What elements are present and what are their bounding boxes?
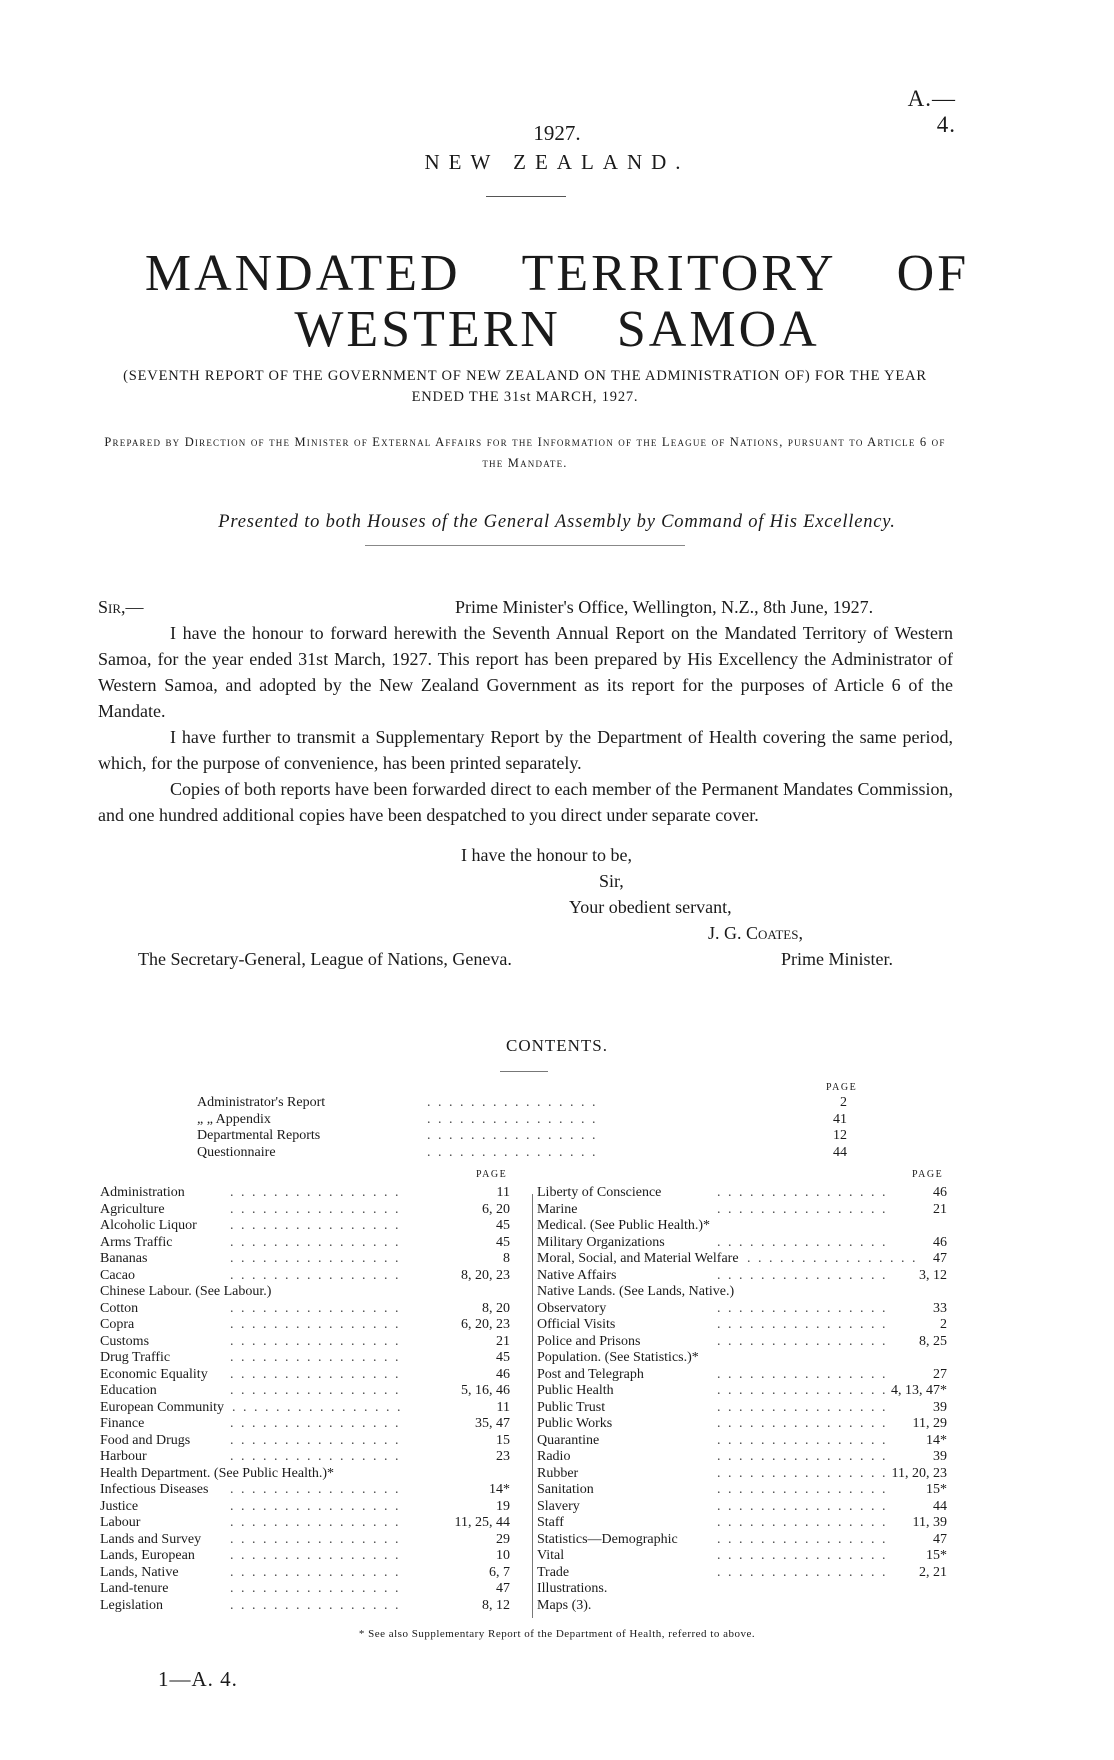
leader-dots: . . . . . . . . . . . . . . . . bbox=[717, 1366, 888, 1382]
contents-entry-page: 6, 20, 23 bbox=[461, 1317, 510, 1332]
page-column-header: PAGE bbox=[476, 1169, 508, 1180]
contents-entry bbox=[537, 1499, 947, 1516]
leader-dots: . . . . . . . . . . . . . . . . bbox=[230, 1482, 401, 1497]
contents-entry bbox=[100, 1598, 512, 1615]
leader-dots: . . . . . . . . . . . . . . . . bbox=[717, 1515, 888, 1530]
subtitle: (SEVENTH REPORT OF THE GOVERNMENT OF NEW ZEALAND ON THE ADMINISTRATION OF) FOR THE YEAR ENDED THE 31st MARCH, 1927. bbox=[123, 368, 927, 405]
contents-entry bbox=[537, 1301, 947, 1318]
contents-entry-page: 45 bbox=[496, 1234, 510, 1250]
leader-dots: . . . . . . . . . . . . . . . . bbox=[230, 1531, 401, 1547]
contents-entry-page: 2 bbox=[840, 1095, 847, 1110]
leader-dots: . . . . . . . . . . . . . . . . bbox=[230, 1432, 401, 1448]
contents-entry bbox=[537, 1466, 947, 1483]
contents-entry-label: Official Visits bbox=[537, 1317, 616, 1332]
contents-entry-page: 15 bbox=[496, 1432, 510, 1448]
leader-dots: . . . . . . . . . . . . . . . . bbox=[717, 1317, 888, 1332]
contents-entry-page: 14* bbox=[926, 1432, 947, 1448]
contents-entry-page: 8 bbox=[503, 1251, 510, 1266]
contents-entry-page: 10 bbox=[496, 1548, 510, 1563]
contents-entry bbox=[100, 1565, 512, 1582]
contents-entry-label: Public Trust bbox=[537, 1399, 606, 1415]
contents-entry bbox=[100, 1202, 512, 1219]
contents-entry-label: Education bbox=[100, 1383, 157, 1398]
contents-entry bbox=[537, 1284, 947, 1301]
leader-dots: . . . . . . . . . . . . . . . . bbox=[230, 1333, 401, 1349]
contents-entry-page: 6, 20 bbox=[482, 1201, 510, 1217]
contents-entry-label: „ „ Appendix bbox=[197, 1111, 271, 1127]
contents-entry-page: 47 bbox=[496, 1581, 510, 1596]
contents-entry-label: Land-tenure bbox=[100, 1581, 169, 1596]
contents-entry bbox=[100, 1400, 512, 1417]
leader-dots: . . . . . . . . . . . . . . . . bbox=[230, 1366, 401, 1382]
leader-dots: . . . . . . . . . . . . . . . . bbox=[230, 1564, 401, 1580]
contents-entry-page: 46 bbox=[496, 1366, 510, 1382]
contents-entry-label: Questionnaire bbox=[197, 1144, 276, 1160]
leader-dots: . . . . . . . . . . . . . . . . bbox=[427, 1144, 598, 1160]
leader-dots: . . . . . . . . . . . . . . . . bbox=[717, 1300, 888, 1316]
contents-entry bbox=[197, 1112, 857, 1129]
contents-entry bbox=[537, 1400, 947, 1417]
contents-entry-label: Police and Prisons bbox=[537, 1333, 641, 1349]
contents-entry-page: 47 bbox=[933, 1531, 947, 1547]
contents-entry-page: 11, 20, 23 bbox=[891, 1465, 947, 1481]
salutation: Sir,— bbox=[98, 597, 144, 617]
contents-entry-label: Trade bbox=[537, 1564, 570, 1580]
leader-dots: . . . . . . . . . . . . . . . . bbox=[230, 1383, 401, 1398]
contents-entry bbox=[100, 1334, 512, 1351]
contents-entry-page: 8, 12 bbox=[482, 1597, 510, 1613]
contents-entry bbox=[100, 1301, 512, 1318]
contents-entry bbox=[100, 1416, 512, 1433]
contents-entry bbox=[100, 1515, 512, 1532]
leader-dots: . . . . . . . . . . . . . . . . bbox=[717, 1185, 888, 1200]
contents-heading: CONTENTS. bbox=[505, 1036, 609, 1055]
contents-entry-page: 8, 20, 23 bbox=[461, 1267, 510, 1283]
letter-paragraph: I have the honour to forward herewith the Seventh Annual Report on the Mandated Territory of Western Samoa, for the year ended 31st March, 1927. This report has been prepared by His Excellency the Administrator of Western Samoa, and adopted by the New Zealand Government as its report for the purposes of Article 6 of the Mandate. bbox=[98, 623, 953, 721]
contents-entry-label: Public Works bbox=[537, 1416, 613, 1431]
contents-entry bbox=[537, 1581, 947, 1598]
contents-entry bbox=[537, 1185, 947, 1202]
leader-dots: . . . . . . . . . . . . . . . . bbox=[230, 1185, 401, 1200]
contents-entry-label: Illustrations. bbox=[537, 1581, 608, 1596]
contents-entry-page: 11, 39 bbox=[912, 1515, 947, 1530]
leader-dots: . . . . . . . . . . . . . . . . bbox=[717, 1416, 888, 1431]
contents-entry bbox=[537, 1334, 947, 1351]
contents-entry-label: Justice bbox=[100, 1498, 139, 1514]
contents-entry-page: 15* bbox=[926, 1548, 947, 1563]
leader-dots: . . . . . . . . . . . . . . . . bbox=[230, 1251, 401, 1266]
leader-dots: . . . . . . . . . . . . . . . . bbox=[230, 1597, 401, 1613]
contents-entry-page: 33 bbox=[933, 1300, 947, 1316]
contents-entry-page: 45 bbox=[496, 1350, 510, 1365]
title-line-1: MANDATED TERRITORY OF bbox=[144, 245, 970, 302]
closing-line: I have the honour to be, bbox=[461, 845, 632, 865]
contents-entry-label: Labour bbox=[100, 1515, 141, 1530]
contents-entry-page: 6, 7 bbox=[489, 1564, 510, 1580]
leader-dots: . . . . . . . . . . . . . . . . bbox=[717, 1201, 888, 1217]
contents-entry-label: Native Lands. (See Lands, Native.) bbox=[537, 1284, 735, 1299]
contents-entry-page: 35, 47 bbox=[475, 1416, 510, 1431]
country: NEW ZEALAND. bbox=[424, 150, 690, 174]
contents-entry-label: Observatory bbox=[537, 1300, 607, 1316]
contents-entry-label: Bananas bbox=[100, 1251, 148, 1266]
leader-dots: . . . . . . . . . . . . . . . . bbox=[717, 1465, 888, 1481]
contents-entry-page: 46 bbox=[933, 1185, 947, 1200]
contents-entry-page: 15* bbox=[926, 1482, 947, 1497]
contents-entry-label: Arms Traffic bbox=[100, 1234, 173, 1250]
contents-entry-page: 41 bbox=[833, 1111, 847, 1127]
contents-entry bbox=[537, 1565, 947, 1582]
contents-entry-page: 5, 16, 46 bbox=[461, 1383, 510, 1398]
contents-entry-label: Liberty of Conscience bbox=[537, 1185, 662, 1200]
leader-dots: . . . . . . . . . . . . . . . . bbox=[717, 1548, 888, 1563]
contents-left-column bbox=[100, 1185, 512, 1614]
contents-entry bbox=[100, 1499, 512, 1516]
leader-dots: . . . . . . . . . . . . . . . . bbox=[230, 1515, 401, 1530]
closing-servant: Your obedient servant, bbox=[569, 897, 732, 917]
contents-entry-label: Alcoholic Liquor bbox=[100, 1218, 197, 1233]
contents-entry bbox=[197, 1128, 857, 1145]
contents-entry-label: Rubber bbox=[537, 1465, 579, 1481]
contents-entry bbox=[100, 1383, 512, 1400]
signatory: J. G. Coates, bbox=[708, 923, 803, 943]
leader-dots: . . . . . . . . . . . . . . . . bbox=[230, 1498, 401, 1514]
contents-entry bbox=[100, 1317, 512, 1334]
contents-entry-page: 46 bbox=[933, 1234, 947, 1250]
contents-entry-label: Lands, Native bbox=[100, 1564, 179, 1580]
leader-dots: . . . . . . . . . . . . . . . . bbox=[747, 1251, 918, 1266]
contents-entry-label: Post and Telegraph bbox=[537, 1366, 644, 1382]
contents-entry-label: Health Department. (See Public Health.)* bbox=[100, 1465, 335, 1481]
contents-entry-label: Infectious Diseases bbox=[100, 1482, 209, 1497]
contents-entry bbox=[537, 1416, 947, 1433]
contents-entry-page: 11, 29 bbox=[912, 1416, 947, 1431]
closing-sir: Sir, bbox=[599, 871, 624, 891]
contents-entry-page: 14* bbox=[489, 1482, 510, 1497]
leader-dots: . . . . . . . . . . . . . . . . bbox=[717, 1333, 888, 1349]
leader-dots: . . . . . . . . . . . . . . . . bbox=[230, 1548, 401, 1563]
letter-paragraph: Copies of both reports have been forwarded direct to each member of the Permanent Mandates Commission, and one hundred additional copies have been despatched to you direct under separate cover. bbox=[98, 779, 953, 825]
contents-entry-label: Finance bbox=[100, 1416, 145, 1431]
leader-dots: . . . . . . . . . . . . . . . . bbox=[230, 1267, 401, 1283]
contents-entry-page: 44 bbox=[833, 1144, 847, 1160]
contents-entry-page: 23 bbox=[496, 1449, 510, 1464]
contents-entry-label: Military Organizations bbox=[537, 1234, 665, 1250]
contents-entry-label: Lands and Survey bbox=[100, 1531, 202, 1547]
contents-entry-page: 39 bbox=[933, 1399, 947, 1415]
leader-dots: . . . . . . . . . . . . . . . . bbox=[717, 1267, 888, 1283]
contents-entry-page: 8, 25 bbox=[919, 1333, 947, 1349]
contents-entry bbox=[537, 1367, 947, 1384]
divider bbox=[500, 1071, 548, 1072]
contents-entry-page: 2 bbox=[940, 1317, 947, 1332]
column-divider bbox=[532, 1194, 533, 1618]
leader-dots: . . . . . . . . . . . . . . . . bbox=[230, 1300, 401, 1316]
leader-dots: . . . . . . . . . . . . . . . . bbox=[427, 1111, 598, 1127]
signatory-title: Prime Minister. bbox=[781, 949, 893, 969]
contents-entry bbox=[100, 1581, 512, 1598]
contents-entry-label: Staff bbox=[537, 1515, 564, 1530]
leader-dots: . . . . . . . . . . . . . . . . bbox=[232, 1399, 403, 1415]
contents-entry-label: Customs bbox=[100, 1333, 150, 1349]
contents-entry-page: 11 bbox=[496, 1399, 510, 1415]
contents-entry bbox=[537, 1598, 947, 1615]
contents-entry-page: 8, 20 bbox=[482, 1300, 510, 1316]
contents-entry-page: 11, 25, 44 bbox=[454, 1515, 510, 1530]
contents-entry-page: 3, 12 bbox=[919, 1267, 947, 1283]
contents-entry-label: Quarantine bbox=[537, 1432, 600, 1448]
contents-entry bbox=[100, 1482, 512, 1499]
contents-entry-label: Agriculture bbox=[100, 1201, 165, 1217]
leader-dots: . . . . . . . . . . . . . . . . bbox=[230, 1234, 401, 1250]
contents-entry-label: Economic Equality bbox=[100, 1366, 208, 1382]
contents-entry-page: 2, 21 bbox=[919, 1564, 947, 1580]
contents-entry-page: 21 bbox=[933, 1201, 947, 1217]
contents-entry bbox=[537, 1350, 947, 1367]
leader-dots: . . . . . . . . . . . . . . . . bbox=[230, 1416, 401, 1431]
contents-entry bbox=[537, 1515, 947, 1532]
contents-entry-label: Radio bbox=[537, 1449, 571, 1464]
contents-entry-label: Slavery bbox=[537, 1498, 580, 1514]
contents-entry bbox=[100, 1367, 512, 1384]
contents-entry-label: Vital bbox=[537, 1548, 565, 1563]
contents-entry bbox=[100, 1218, 512, 1235]
leader-dots: . . . . . . . . . . . . . . . . bbox=[230, 1350, 401, 1365]
divider bbox=[486, 196, 566, 197]
footnote: * See also Supplementary Report of the Department of Health, referred to above. bbox=[358, 1628, 756, 1640]
contents-entry-label: Maps (3). bbox=[537, 1597, 592, 1613]
prepared-note: Prepared by Direction of the Minister of External Affairs for the Information of the League of Nations, pursuant to Article 6 of the Mandate. bbox=[104, 435, 946, 470]
contents-entry-label: Cotton bbox=[100, 1300, 139, 1316]
contents-entry-page: 47 bbox=[933, 1251, 947, 1266]
contents-entry-page: 21 bbox=[496, 1333, 510, 1349]
leader-dots: . . . . . . . . . . . . . . . . bbox=[230, 1449, 401, 1464]
contents-entry bbox=[100, 1350, 512, 1367]
contents-entry bbox=[537, 1235, 947, 1252]
contents-entry bbox=[537, 1317, 947, 1334]
contents-entry-page: 4, 13, 47* bbox=[891, 1383, 947, 1398]
contents-entry bbox=[100, 1466, 512, 1483]
contents-entry bbox=[100, 1449, 512, 1466]
contents-entry-page: 27 bbox=[933, 1366, 947, 1382]
contents-entry-page: 39 bbox=[933, 1449, 947, 1464]
contents-entry bbox=[537, 1383, 947, 1400]
contents-entry-label: Population. (See Statistics.)* bbox=[537, 1350, 699, 1365]
letter-paragraph: I have further to transmit a Supplementary Report by the Department of Health covering the same period, which, for the purpose of convenience, has been printed separately. bbox=[98, 727, 953, 773]
divider bbox=[365, 545, 685, 546]
contents-entry-label: Administrator's Report bbox=[197, 1095, 326, 1110]
contents-entry-label: Moral, Social, and Material Welfare bbox=[537, 1251, 739, 1266]
leader-dots: . . . . . . . . . . . . . . . . bbox=[717, 1482, 888, 1497]
leader-dots: . . . . . . . . . . . . . . . . bbox=[427, 1128, 598, 1143]
contents-entry-label: Food and Drugs bbox=[100, 1432, 191, 1448]
contents-entry-label: Sanitation bbox=[537, 1482, 594, 1497]
leader-dots: . . . . . . . . . . . . . . . . bbox=[717, 1498, 888, 1514]
contents-entry bbox=[537, 1202, 947, 1219]
contents-entry-page: 44 bbox=[933, 1498, 947, 1514]
page-column-header: PAGE bbox=[826, 1082, 858, 1093]
contents-entry bbox=[537, 1482, 947, 1499]
contents-entry bbox=[537, 1449, 947, 1466]
leader-dots: . . . . . . . . . . . . . . . . bbox=[717, 1234, 888, 1250]
contents-entry-label: Departmental Reports bbox=[197, 1128, 321, 1143]
contents-main-list bbox=[197, 1095, 857, 1161]
dateline: Prime Minister's Office, Wellington, N.Z., 8th June, 1927. bbox=[455, 597, 874, 617]
contents-entry bbox=[100, 1532, 512, 1549]
contents-entry bbox=[100, 1548, 512, 1565]
title-line-2: WESTERN SAMOA bbox=[294, 301, 820, 358]
page-column-header: PAGE bbox=[912, 1169, 944, 1180]
signature-mark: 1—A. 4. bbox=[158, 1667, 238, 1691]
contents-entry bbox=[100, 1284, 512, 1301]
addressee: The Secretary-General, League of Nations, Geneva. bbox=[138, 949, 512, 969]
contents-entry bbox=[197, 1145, 857, 1162]
contents-entry bbox=[100, 1235, 512, 1252]
contents-entry-label: Harbour bbox=[100, 1449, 147, 1464]
contents-entry-label: Chinese Labour. (See Labour.) bbox=[100, 1284, 272, 1299]
contents-entry bbox=[537, 1251, 947, 1268]
contents-entry-label: Drug Traffic bbox=[100, 1350, 171, 1365]
leader-dots: . . . . . . . . . . . . . . . . bbox=[230, 1317, 401, 1332]
contents-entry-label: Lands, European bbox=[100, 1548, 195, 1563]
contents-entry bbox=[537, 1268, 947, 1285]
contents-entry-label: European Community bbox=[100, 1399, 225, 1415]
contents-entry bbox=[537, 1433, 947, 1450]
contents-entry-page: 19 bbox=[496, 1498, 510, 1514]
leader-dots: . . . . . . . . . . . . . . . . bbox=[717, 1449, 888, 1464]
contents-entry-label: Legislation bbox=[100, 1597, 163, 1613]
contents-entry bbox=[537, 1218, 947, 1235]
document-reference: A.—4. bbox=[907, 86, 956, 137]
leader-dots: . . . . . . . . . . . . . . . . bbox=[230, 1581, 401, 1596]
contents-entry bbox=[100, 1251, 512, 1268]
contents-entry bbox=[100, 1268, 512, 1285]
leader-dots: . . . . . . . . . . . . . . . . bbox=[717, 1399, 888, 1415]
contents-entry bbox=[100, 1185, 512, 1202]
leader-dots: . . . . . . . . . . . . . . . . bbox=[717, 1531, 888, 1547]
contents-entry-label: Administration bbox=[100, 1185, 185, 1200]
contents-entry bbox=[537, 1548, 947, 1565]
contents-entry-page: 45 bbox=[496, 1218, 510, 1233]
contents-entry-page: 29 bbox=[496, 1531, 510, 1547]
leader-dots: . . . . . . . . . . . . . . . . bbox=[427, 1095, 598, 1110]
leader-dots: . . . . . . . . . . . . . . . . bbox=[717, 1564, 888, 1580]
contents-entry-label: Marine bbox=[537, 1201, 578, 1217]
contents-entry-label: Statistics—Demographic bbox=[537, 1531, 678, 1547]
year: 1927. bbox=[533, 121, 581, 145]
contents-entry bbox=[100, 1433, 512, 1450]
contents-entry-page: 11 bbox=[496, 1185, 510, 1200]
presented-line: Presented to both Houses of the General Assembly by Command of His Excellency. bbox=[218, 512, 896, 532]
contents-entry bbox=[197, 1095, 857, 1112]
contents-entry-label: Native Affairs bbox=[537, 1267, 617, 1283]
leader-dots: . . . . . . . . . . . . . . . . bbox=[230, 1201, 401, 1217]
leader-dots: . . . . . . . . . . . . . . . . bbox=[717, 1383, 888, 1398]
contents-entry bbox=[537, 1532, 947, 1549]
contents-right-column bbox=[537, 1185, 947, 1614]
contents-entry-label: Copra bbox=[100, 1317, 135, 1332]
leader-dots: . . . . . . . . . . . . . . . . bbox=[717, 1432, 888, 1448]
leader-dots: . . . . . . . . . . . . . . . . bbox=[230, 1218, 401, 1233]
contents-entry-label: Public Health bbox=[537, 1383, 614, 1398]
contents-entry-label: Medical. (See Public Health.)* bbox=[537, 1218, 711, 1233]
contents-entry-page: 12 bbox=[833, 1128, 847, 1143]
contents-entry-label: Cacao bbox=[100, 1267, 135, 1283]
